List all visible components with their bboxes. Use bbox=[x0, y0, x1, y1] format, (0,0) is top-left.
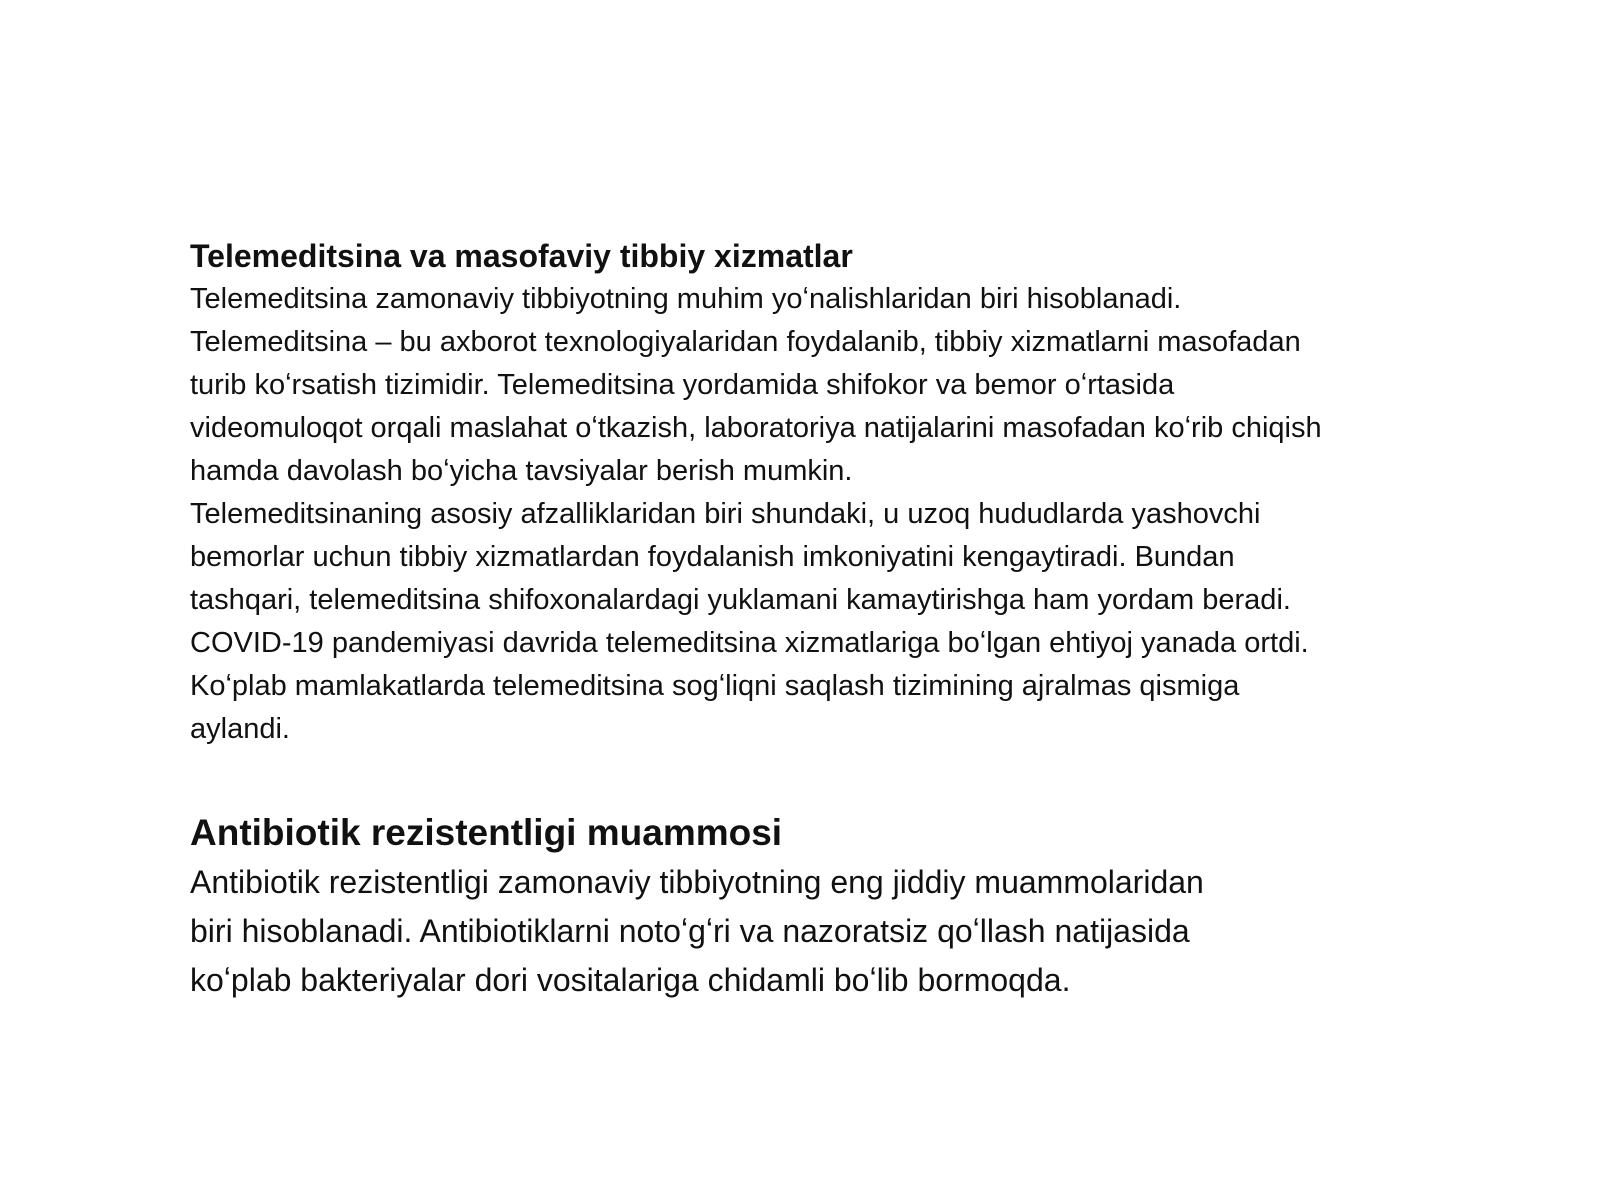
text-line: Telemeditsina zamonaviy tibbiyotning muhim yoʻnalishlaridan biri hisoblanadi. bbox=[190, 283, 1182, 315]
text-line: biri hisoblanadi. Antibiotiklarni notoʻgʻri va nazoratsiz qoʻllash natijasida bbox=[190, 913, 1190, 949]
section-heading: Antibiotik rezistentligi muammosi bbox=[190, 812, 783, 853]
text-line: aylandi. bbox=[190, 713, 290, 745]
text-line: COVID-19 pandemiyasi davrida telemeditsina xizmatlariga boʻlgan ehtiyoj yanada ortdi. bbox=[190, 627, 1309, 659]
text-line: bemorlar uchun tibbiy xizmatlardan foydalanish imkoniyatini kengaytiradi. Bundan bbox=[190, 541, 1235, 573]
antibiotic-section bbox=[190, 808, 1520, 1005]
text-line: Telemeditsinaning asosiy afzalliklaridan biri shundaki, u uzoq hududlarda yashovchi bbox=[190, 498, 1261, 530]
section-paragraph bbox=[190, 278, 1520, 751]
text-line: Koʻplab mamlakatlarda telemeditsina sogʻliqni saqlash tizimining ajralmas qismiga bbox=[190, 670, 1240, 702]
text-line: hamda davolash boʻyicha tavsiyalar berish mumkin. bbox=[190, 455, 853, 487]
text-line: koʻplab bakteriyalar dori vositalariga chidamli boʻlib bormoqda. bbox=[190, 962, 1071, 998]
telemedicine-section bbox=[190, 234, 1520, 751]
section-paragraph bbox=[190, 858, 1520, 1005]
text-line: Antibiotik rezistentligi zamonaviy tibbiyotning eng jiddiy muammolaridan bbox=[190, 864, 1204, 900]
section-heading: Telemeditsina va masofaviy tibbiy xizmatlar bbox=[190, 238, 853, 274]
text-line: turib koʻrsatish tizimidir. Telemeditsina yordamida shifokor va bemor oʻrtasida bbox=[190, 369, 1175, 401]
text-line: Telemeditsina – bu axborot texnologiyalaridan foydalanib, tibbiy xizmatlarni masofadan bbox=[190, 326, 1301, 358]
text-line: tashqari, telemeditsina shifoxonalardagi yuklamani kamaytirishga ham yordam beradi. bbox=[190, 584, 1291, 616]
text-line: videomuloqot orqali maslahat oʻtkazish, laboratoriya natijalarini masofadan koʻrib chiqish bbox=[190, 412, 1322, 444]
